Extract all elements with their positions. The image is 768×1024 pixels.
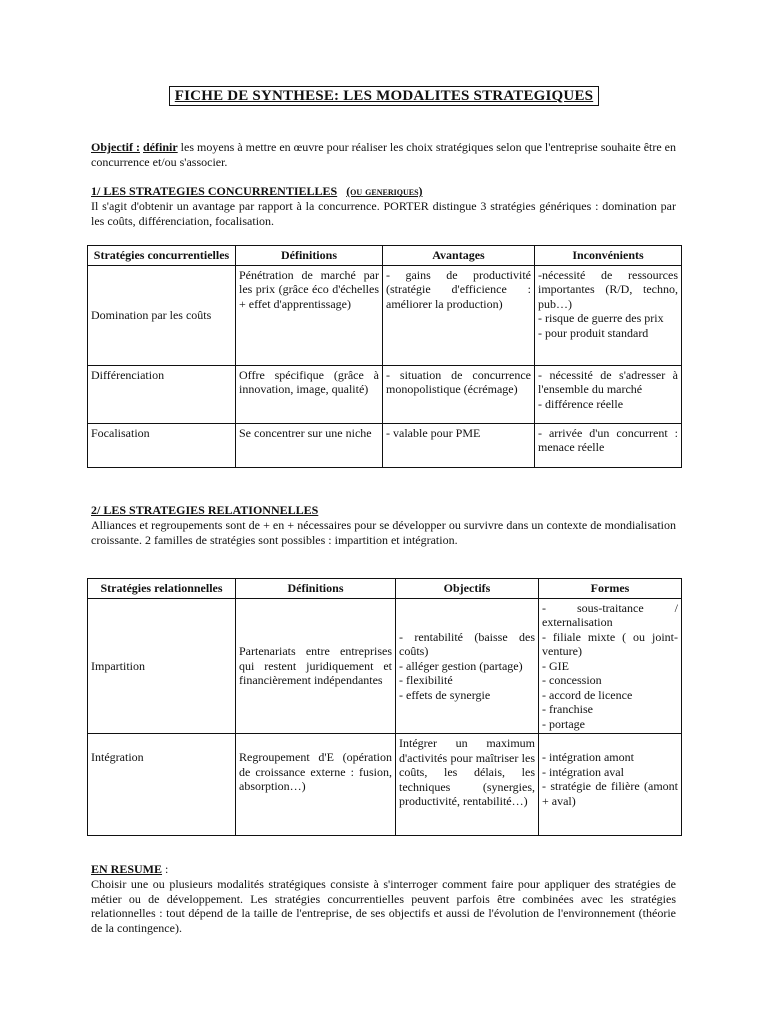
definition-cell: Se concentrer sur une niche bbox=[236, 423, 383, 467]
form-item: - intégration amont bbox=[542, 750, 634, 764]
summary-heading-text: EN RESUME bbox=[91, 862, 163, 876]
form-item: - accord de licence bbox=[542, 687, 633, 702]
definition-cell: Pénétration de marché par les prix (grâce éco d'échelles + effet d'apprentissage) bbox=[236, 265, 383, 365]
advantage-item: - valable pour PME bbox=[386, 425, 481, 440]
table-header: Stratégies relationnelles bbox=[88, 579, 236, 599]
drawbacks-cell bbox=[535, 265, 682, 365]
advantages-cell bbox=[383, 365, 535, 423]
objective-item: Intégrer un maximum d'activités pour maîtriser les coûts, les délais, les techniques (synergies, productivité, rentabilité…) bbox=[399, 736, 535, 808]
table-header-row bbox=[88, 579, 682, 599]
strategy-cell: Focalisation bbox=[88, 423, 236, 467]
form-item: - concession bbox=[542, 673, 602, 687]
table-header: Stratégies concurrentielles bbox=[88, 246, 236, 266]
concurrential-strategies-table bbox=[87, 245, 682, 468]
section2-heading-text: 2/ LES STRATEGIES RELATIONNELLES bbox=[91, 503, 319, 517]
advantages-cell bbox=[383, 265, 535, 365]
advantages-cell bbox=[383, 423, 535, 467]
table-header: Objectifs bbox=[396, 579, 539, 599]
drawback-item: - nécessité de s'adresser à l'ensemble du marché bbox=[538, 367, 678, 396]
drawback-item: -nécessité de ressources importantes (R/D, techno, pub…) bbox=[538, 267, 678, 311]
objective-paragraph bbox=[91, 140, 676, 169]
form-item: - portage bbox=[542, 716, 585, 731]
table-row bbox=[88, 265, 682, 365]
page-title: FICHE DE SYNTHESE: LES MODALITES STRATEGIQUES bbox=[169, 86, 599, 106]
objective-item: - flexibilité bbox=[399, 673, 453, 687]
table-row bbox=[88, 734, 682, 836]
table-header: Avantages bbox=[383, 246, 535, 266]
definition-cell: Offre spécifique (grâce à innovation, image, qualité) bbox=[236, 365, 383, 423]
objectives-cell bbox=[396, 734, 539, 836]
relational-strategies-table bbox=[87, 578, 682, 836]
section2-paragraph: Alliances et regroupements sont de + en + nécessaires pour se développer ou survivre dans un contexte de mondialisation croissante. 2 familles de stratégies sont possibles : impartition et intégration. bbox=[91, 518, 676, 547]
drawbacks-cell bbox=[535, 365, 682, 423]
drawbacks-cell bbox=[535, 423, 682, 467]
section1-heading bbox=[91, 184, 676, 199]
drawback-item: - risque de guerre des prix bbox=[538, 311, 664, 325]
objective-item: - alléger gestion (partage) bbox=[399, 658, 523, 673]
objective-item: - effets de synergie bbox=[399, 687, 491, 702]
table-header: Définitions bbox=[236, 579, 396, 599]
table-row bbox=[88, 598, 682, 734]
title-container bbox=[0, 86, 768, 106]
strategy-cell: Différenciation bbox=[88, 365, 236, 423]
objectives-cell bbox=[396, 598, 539, 734]
objective-item: - rentabilité (baisse des coûts) bbox=[399, 629, 535, 658]
drawback-item: - différence réelle bbox=[538, 396, 624, 411]
section1-heading-note: (ou generiques) bbox=[346, 184, 423, 198]
forms-cell bbox=[539, 598, 682, 734]
objective-text: les moyens à mettre en œuvre pour réaliser les choix stratégiques selon que l'entreprise souhaite être en concurrence et/ou s'associer. bbox=[91, 140, 677, 169]
objective-keyword: définir bbox=[143, 140, 178, 154]
table-header-row bbox=[88, 246, 682, 266]
form-item: - filiale mixte ( ou joint-venture) bbox=[542, 629, 678, 658]
strategy-cell: Domination par les coûts bbox=[88, 265, 236, 365]
forms-cell bbox=[539, 734, 682, 836]
drawback-item: - pour produit standard bbox=[538, 325, 649, 340]
section1-heading-text: 1/ LES STRATEGIES CONCURRENTIELLES bbox=[91, 184, 338, 198]
definition-cell: Partenariats entre entreprises qui restent juridiquement et financièrement indépendantes bbox=[236, 598, 396, 734]
table-row bbox=[88, 423, 682, 467]
drawback-item: - arrivée d'un concurrent : menace réelle bbox=[538, 425, 678, 454]
summary-paragraph: Choisir une ou plusieurs modalités stratégiques consiste à s'interroger comment faire pour appliquer des stratégies de métier ou de développement. Les stratégies concurrentielles peuvent parfois être combinées avec les stratégies relationnelles : tout dépend de la taille de l'entreprise, de ses objectifs et aussi de l'évolution de l'environnement (théorie de la contingence). bbox=[91, 877, 676, 935]
form-item: - stratégie de filière (amont + aval) bbox=[542, 779, 678, 808]
strategy-cell: Intégration bbox=[88, 734, 236, 836]
advantage-item: - situation de concurrence monopolistique (écrémage) bbox=[386, 367, 531, 396]
objective-label: Objectif : bbox=[91, 140, 140, 154]
summary-heading bbox=[91, 862, 676, 877]
table-header: Définitions bbox=[236, 246, 383, 266]
table-header: Inconvénients bbox=[535, 246, 682, 266]
section2-heading bbox=[91, 503, 676, 518]
table-header: Formes bbox=[539, 579, 682, 599]
advantage-item: - gains de productivité (stratégie d'efficience : améliorer la production) bbox=[386, 267, 531, 311]
summary-heading-colon: : bbox=[162, 862, 169, 876]
form-item: - franchise bbox=[542, 702, 593, 716]
strategy-cell: Impartition bbox=[88, 598, 236, 734]
form-item: - intégration aval bbox=[542, 764, 624, 779]
form-item: - GIE bbox=[542, 658, 569, 673]
definition-cell: Regroupement d'E (opération de croissance externe : fusion, absorption…) bbox=[236, 734, 396, 836]
table-row bbox=[88, 365, 682, 423]
form-item: - sous-traitance / externalisation bbox=[542, 600, 678, 629]
section1-paragraph: Il s'agit d'obtenir un avantage par rapport à la concurrence. PORTER distingue 3 stratégies génériques : domination par les coûts, différenciation, focalisation. bbox=[91, 199, 676, 228]
